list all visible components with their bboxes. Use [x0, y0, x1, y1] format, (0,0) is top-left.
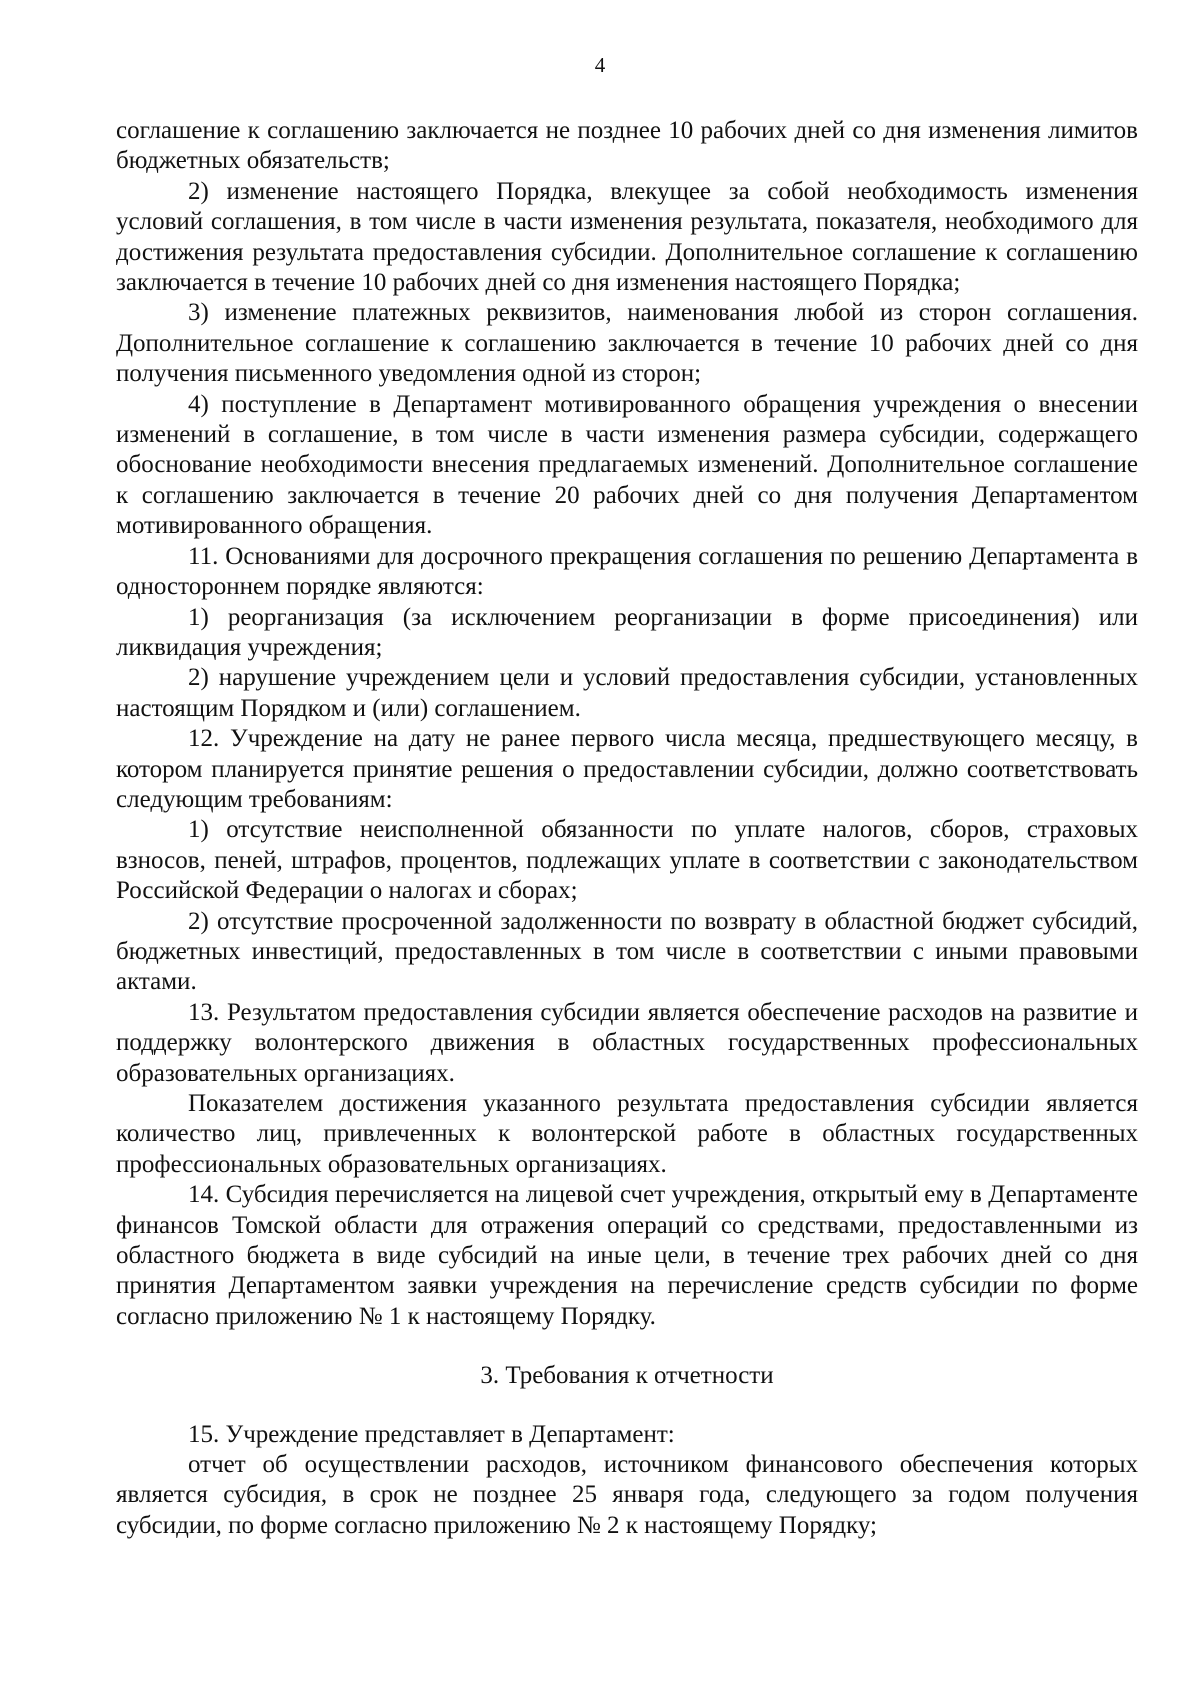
- paragraph: Показателем достижения указанного результата предоставления субсидии является количество лиц, привлеченных к волонтерской работе в областных государственных профессиональных образовательных организациях.: [116, 1090, 1138, 1178]
- paragraph: 14. Субсидия перечисляется на лицевой счет учреждения, открытый ему в Департаменте финансов Томской области для отражения операций со средствами, предоставленными из областного бюджета в виде субсидий на иные цели, в течение трех рабочих дней со дня принятия Департаментом заявки учреждения на перечисление средств субсидии по форме согласно приложению № 1 к настоящему Порядку.: [116, 1181, 1138, 1330]
- paragraph: 13. Результатом предоставления субсидии является обеспечение расходов на развитие и поддержку волонтерского движения в областных государственных профессиональных образовательных организациях.: [116, 998, 1138, 1087]
- paragraph: 11. Основаниями для досрочного прекращения соглашения по решению Департамента в одностороннем порядке являются:: [116, 542, 1138, 601]
- paragraph: соглашение к соглашению заключается не позднее 10 рабочих дней со дня изменения лимитов бюджетных обязательств;: [116, 117, 1138, 175]
- paragraph: 2) отсутствие просроченной задолженности по возврату в областной бюджет субсидий, бюджетных инвестиций, предоставленных в том числе в соответствии с иными правовыми актами.: [116, 907, 1138, 996]
- section-title: 3. Требования к отчетности: [480, 1362, 774, 1390]
- document-body: [116, 116, 1138, 1541]
- paragraph: 2) изменение настоящего Порядка, влекущее за собой необходимость изменения условий соглашения, в том числе в части изменения результата, показателя, необходимого для достижения результата предоставления субсидии. Дополнительное соглашение к соглашению заключается в течение 10 рабочих дней со дня изменения настоящего Порядка;: [116, 177, 1138, 297]
- paragraph: 12. Учреждение на дату не ранее первого числа месяца, предшествующего месяцу, в котором планируется принятие решения о предоставлении субсидии, должно соответствовать следующим требованиям:: [116, 725, 1138, 813]
- paragraphs-before-section: [116, 116, 1138, 1332]
- paragraph: отчет об осуществлении расходов, источником финансового обеспечения которых является субсидия, в срок не позднее 25 января года, следующего за годом получения субсидии, по форме согласно приложению № 2 к настоящему Порядку;: [116, 1451, 1138, 1539]
- paragraph: 2) нарушение учреждением цели и условий предоставления субсидии, установленных настоящим Порядком и (или) соглашением.: [116, 664, 1138, 722]
- paragraph: 3) изменение платежных реквизитов, наименования любой из сторон соглашения. Дополнительное соглашение к соглашению заключается в течение 10 рабочих дней со дня получения письменного уведомления одной из сторон;: [116, 299, 1138, 388]
- paragraph: 4) поступление в Департамент мотивированного обращения учреждения о внесении изменений в соглашение, в том числе в части изменения размера субсидии, содержащего обоснование необходимости внесения предлагаемых изменений. Дополнительное соглашение к соглашению заключается в течение 20 рабочих дней со дня получения Департаментом мотивированного обращения.: [116, 390, 1138, 540]
- paragraph: 1) отсутствие неисполненной обязанности по уплате налогов, сборов, страховых взносов, пеней, штрафов, процентов, подлежащих уплате в соответствии с законодательством Российской Федерации о налогах и сборах;: [116, 816, 1138, 905]
- paragraph: 1) реорганизация (за исключением реорганизации в форме присоединения) или ликвидация учреждения;: [116, 603, 1138, 661]
- paragraph: 15. Учреждение представляет в Департамент:: [188, 1420, 675, 1448]
- paragraphs-after-section: [116, 1420, 1138, 1542]
- page-number: 4: [594, 53, 606, 77]
